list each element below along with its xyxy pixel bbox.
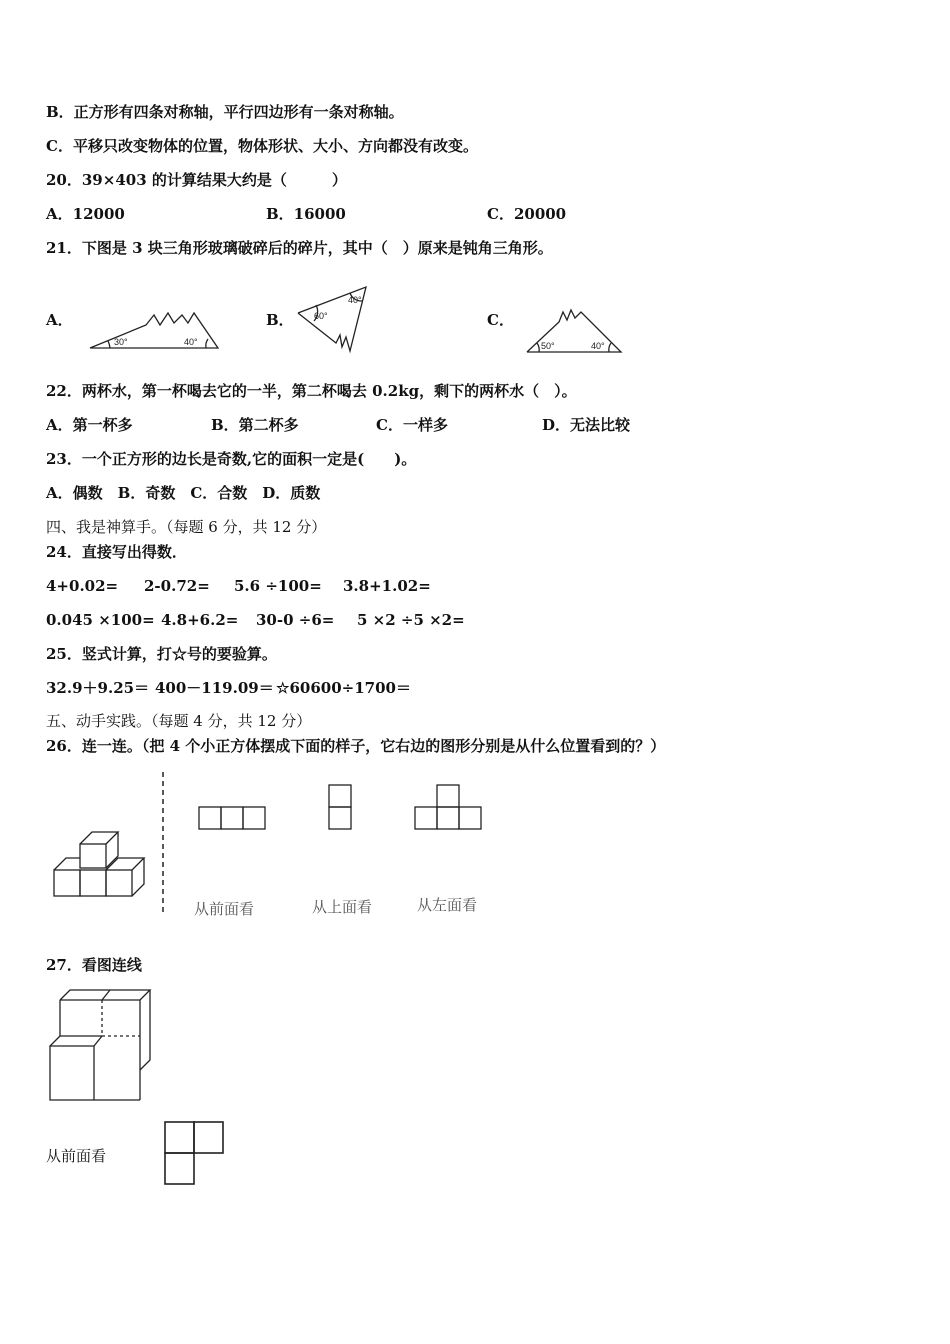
q21-c-angle2: 40° [591, 341, 605, 351]
q19-option-c: C．平移只改变物体的位置，物体形状、大小、方向都没有改变。 [46, 137, 478, 155]
q19-option-b: B．正方形有四条对称轴，平行四边形有一条对称轴。 [46, 103, 404, 121]
q20-stem: 20．39×403 的计算结果大约是（ ） [46, 171, 347, 189]
q24-r1-c2: 2-0.72= [144, 577, 210, 595]
q24-r2-c4: 5 ×2 ÷5 ×2= [357, 611, 465, 629]
q26-caption-3: 从左面看 [417, 896, 478, 914]
q21-fragment-a [88, 305, 223, 355]
q22-option-a: A．第一杯多 [46, 416, 133, 434]
q26-divider [160, 772, 166, 914]
q21-label-a: A． [46, 311, 73, 329]
q21-a-angle1: 30° [114, 337, 128, 347]
q25-item-1: 32.9＋9.25＝ [46, 679, 150, 697]
q22-option-c: C．一样多 [376, 416, 448, 434]
q27-view-label: 从前面看 [46, 1147, 107, 1165]
q21-stem: 21．下图是 3 块三角形玻璃破碎后的碎片，其中（ ）原来是钝角三角形。 [46, 239, 553, 257]
q26-cube-stack [52, 826, 152, 901]
q26-view-left [414, 784, 484, 832]
q21-b-angle1: 60° [314, 311, 328, 321]
q24-r2-c1: 0.045 ×100= [46, 611, 155, 629]
q23-stem: 23．一个正方形的边长是奇数,它的面积一定是( )。 [46, 450, 417, 468]
q25-stem: 25．竖式计算，打☆号的要验算。 [46, 645, 277, 663]
section4-heading: 四、我是神算手。（每题 6 分，共 12 分） [46, 518, 327, 536]
q26-view-front [198, 806, 268, 832]
section5-heading: 五、动手实践。（每题 4 分，共 12 分） [46, 712, 312, 730]
q22-option-b: B．第二杯多 [211, 416, 299, 434]
q25-item-3: ☆60600÷1700＝ [276, 679, 411, 697]
q23-options: A．偶数 B．奇数 C．合数 D．质数 [46, 484, 321, 502]
q21-fragment-b [296, 285, 376, 360]
q20-option-a: A．12000 [46, 205, 125, 223]
q24-r2-c3: 30-0 ÷6= [256, 611, 335, 629]
q26-caption-1: 从前面看 [194, 900, 255, 918]
q20-option-b: B．16000 [266, 205, 346, 223]
q25-item-2: 400－119.09＝ [155, 679, 274, 697]
q26-stem: 26．连一连。（把 4 个小正方体摆成下面的样子，它右边的图形分别是从什么位置看到的？） [46, 737, 666, 755]
q24-stem: 24．直接写出得数． [46, 543, 187, 561]
q24-r1-c4: 3.8+1.02= [343, 577, 431, 595]
q22-option-d: D．无法比较 [542, 416, 631, 434]
q27-solid [46, 988, 156, 1102]
q21-c-angle1: 50° [541, 341, 555, 351]
q21-label-c: C． [487, 311, 514, 329]
q27-view-shape [163, 1120, 225, 1186]
q24-r2-c2: 4.8+6.2= [161, 611, 239, 629]
q26-view-top [328, 784, 354, 832]
q24-r1-c1: 4+0.02= [46, 577, 119, 595]
q26-caption-2: 从上面看 [312, 898, 373, 916]
q21-fragment-c [525, 308, 625, 358]
q22-stem: 22．两杯水，第一杯喝去它的一半，第二杯喝去 0.2kg，剩下的两杯水（ ）。 [46, 382, 577, 400]
q21-a-angle2: 40° [184, 337, 198, 347]
q20-option-c: C．20000 [487, 205, 567, 223]
q21-b-angle2: 40° [348, 295, 362, 305]
q27-stem: 27．看图连线 [46, 956, 142, 974]
q21-label-b: B． [266, 311, 294, 329]
q24-r1-c3: 5.6 ÷100= [234, 577, 322, 595]
